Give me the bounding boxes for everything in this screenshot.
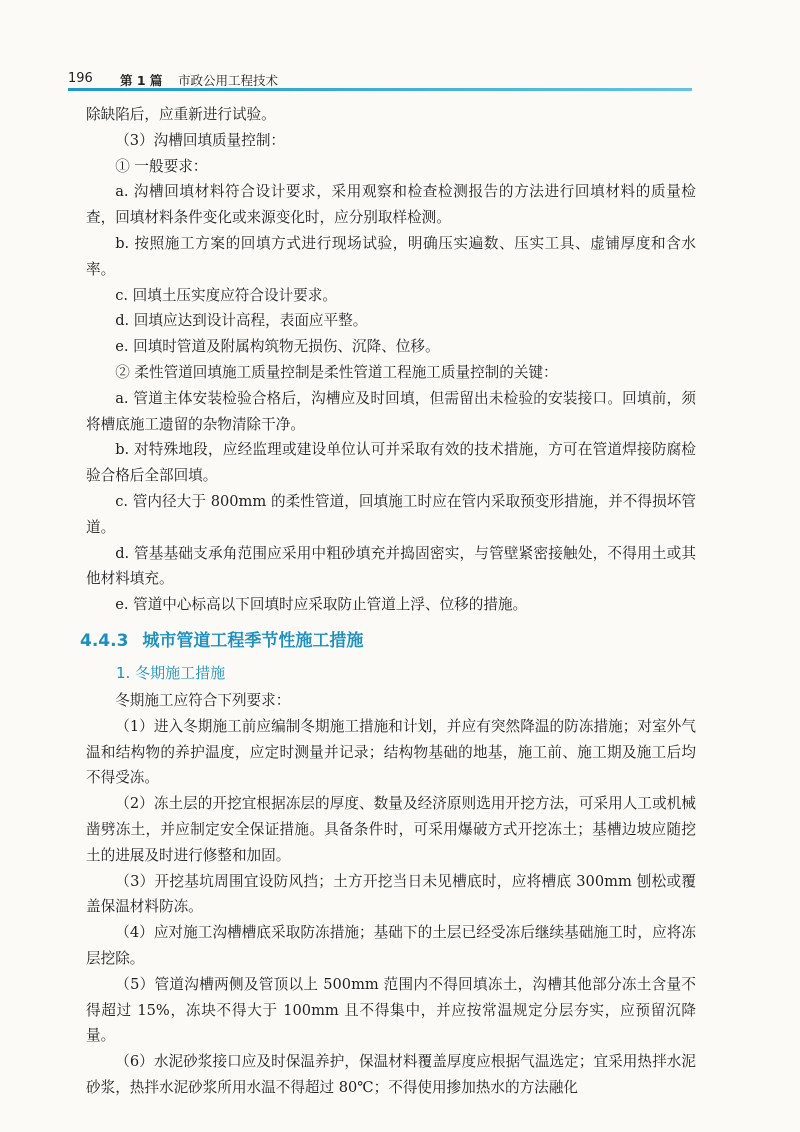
paragraph: d. 管基基础支承角范围应采用中粗砂填充并捣固密实，与管壁紧密接触处，不得用土或其他材料填充。 [86, 544, 696, 588]
paragraph: （3）沟槽回填质量控制： [115, 131, 286, 149]
paragraph: （5）管道沟槽两侧及管顶以上 500mm 范围内不得回填冻土，沟槽其他部分冻土含量不得超过 15%，冻块不得大于 100mm 且不得集中，并应按常温规定分层夯实，应预留沉降量。 [86, 975, 696, 1045]
section-number: 4.4.3 [80, 630, 129, 651]
section-heading [80, 628, 696, 654]
paragraph: d. 回填应达到设计高程，表面应平整。 [115, 312, 368, 330]
page-body [80, 102, 696, 1101]
paragraph: b. 按照施工方案的回填方式进行现场试验，明确压实遍数、压实工具、虚铺厚度和含水率。 [86, 234, 696, 278]
paragraph: ① 一般要求： [115, 157, 208, 175]
paragraph: c. 回填土压实度应符合设计要求。 [115, 286, 337, 304]
part-label: 第 1 篇 [120, 73, 163, 88]
paragraph: （3）开挖基坑周围宜设防风挡；土方开挖当日未见槽底时，应将槽底 300mm 刨松或覆盖保温材料防冻。 [86, 872, 696, 916]
paragraph: （6）水泥砂浆接口应及时保温养护，保温材料覆盖厚度应根据气温选定；宜采用热拌水泥砂浆，热拌水泥砂浆所用水温不得超过 80℃；不得使用掺加热水的方法融化 [86, 1053, 696, 1096]
page-header [68, 70, 692, 90]
paragraph: a. 管道主体安装检验合格后，沟槽应及时回填，但需留出未检验的安装接口。回填前，须将槽底施工遗留的杂物清除干净。 [86, 389, 696, 433]
part-title: 市政公用工程技术 [178, 73, 279, 88]
paragraph: ② 柔性管道回填施工质量控制是柔性管道工程施工质量控制的关键： [115, 363, 558, 381]
paragraph: （4）应对施工沟槽槽底采取防冻措施；基础下的土层已经受冻后继续基础施工时，应将冻层挖除。 [86, 924, 696, 967]
paragraph: c. 管内径大于 800mm 的柔性管道，回填施工时应在管内采取预变形措施，并不得损坏管道。 [86, 492, 696, 536]
subsection-heading: 1. 冬期施工措施 [116, 663, 226, 682]
paragraph: （1）进入冬期施工前应编制冬期施工措施和计划，并应有突然降温的防冻措施；对室外气温和结构物的养护温度，应定时测量并记录；结构物基础的地基，施工前、施工期及施工后均不得受冻。 [86, 717, 696, 787]
paragraph: 除缺陷后，应重新进行试验。 [86, 106, 276, 123]
paragraph: e. 管道中心标高以下回填时应采取防止管道上浮、位移的措施。 [115, 596, 528, 614]
paragraph: 冬期施工应符合下列要求： [115, 691, 291, 709]
section-title: 城市管道工程季节性施工措施 [142, 630, 364, 651]
paragraph: e. 回填时管道及附属构筑物无损伤、沉降、位移。 [115, 338, 440, 356]
paragraph: （2）冻土层的开挖宜根据冻层的厚度、数量及经济原则选用开挖方法，可采用人工或机械凿劈冻土，并应制定安全保证措施。具备条件时，可采用爆破方式开挖冻土；基槽边坡应随挖土的进展及时进行修整和加固。 [86, 795, 696, 864]
paragraph: b. 对特殊地段，应经监理或建设单位认可并采取有效的技术措施，方可在管道焊接防腐检验合格后全部回填。 [86, 441, 696, 485]
paragraph: a. 沟槽回填材料符合设计要求，采用观察和检查检测报告的方法进行回填材料的质量检查，回填材料条件变化或来源变化时，应分别取样检测。 [86, 183, 696, 227]
header-rule [68, 88, 692, 91]
page-number: 196 [68, 71, 93, 86]
